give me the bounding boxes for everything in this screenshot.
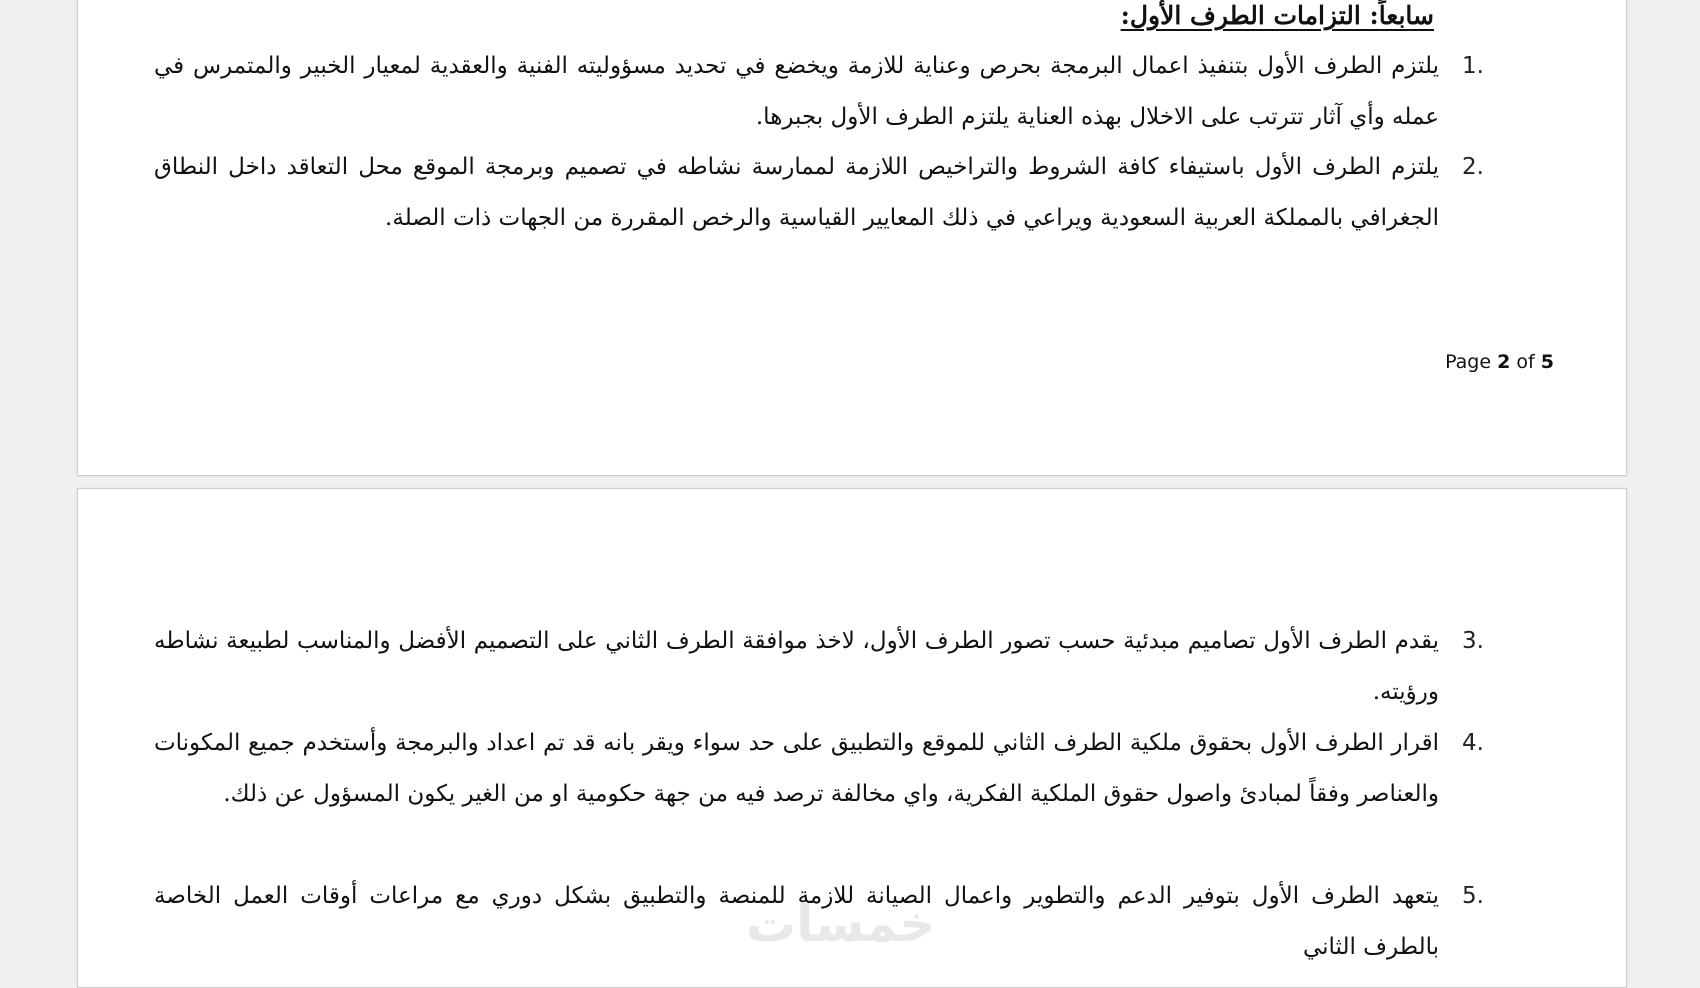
clause-text: يلتزم الطرف الأول باستيفاء كافة الشروط والتراخيص اللازمة لممارسة نشاطه في تصميم وبرمجة الموقع محل التعاقد داخل النطاق الجغرافي بالمملكة العربية السعودية ويراعي في ذلك المعايير القياسية والرخص المقررة من الجهات ذات الصلة. — [154, 154, 1439, 231]
clause-2 — [154, 142, 1484, 244]
clause-4 — [154, 718, 1484, 820]
section-heading: سابعاً: التزامات الطرف الأول: — [1120, 1, 1434, 30]
clause-text: يتعهد الطرف الأول بتوفير الدعم والتطوير واعمال الصيانة للازمة للمنصة والتطبيق بشكل دوري مع مراعات أوقات العمل الخاصة بالطرف الثاني — [154, 883, 1439, 960]
clause-number: 1. — [1462, 53, 1484, 79]
clause-text: اقرار الطرف الأول بحقوق ملكية الطرف الثاني للموقع والتطبيق على حد سواء ويقر بانه قد تم اعداد والبرمجة وأستخدم جميع المكونات والعناصر وفقاً لمبادئ واصول حقوق الملكية الفكرية، واي مخالفة ترصد فيه من جهة حكومية او من الغير يكون المسؤول عن ذلك. — [154, 730, 1439, 807]
watermark-logo: خمسات — [746, 895, 936, 953]
footer-prefix: Page — [1445, 351, 1492, 373]
clause-1 — [154, 41, 1484, 143]
clause-number: 3. — [1462, 628, 1484, 654]
footer-total-pages: 5 — [1540, 351, 1554, 373]
clause-number: 4. — [1462, 730, 1484, 756]
footer-middle: of — [1516, 351, 1535, 373]
footer-current-page: 2 — [1497, 351, 1511, 373]
document-page-2 — [77, 0, 1627, 476]
clause-number: 5. — [1462, 883, 1484, 909]
clause-number: 2. — [1462, 154, 1484, 180]
clause-3 — [154, 616, 1484, 718]
clause-text: يلتزم الطرف الأول بتنفيذ اعمال البرمجة بحرص وعناية للازمة ويخضع في تحديد مسؤوليته الفنية والعقدية لمعيار الخبير والمتمرس في عمله وأي آثار تترتب على الاخلال بهذه العناية يلتزم الطرف الأول بجبرها. — [154, 53, 1439, 130]
clause-text: يقدم الطرف الأول تصاميم مبدئية حسب تصور الطرف الأول، لاخذ موافقة الطرف الثاني على التصميم الأفضل والمناسب لطبيعة نشاطه ورؤيته. — [154, 628, 1439, 705]
page-number-footer — [1445, 351, 1554, 373]
